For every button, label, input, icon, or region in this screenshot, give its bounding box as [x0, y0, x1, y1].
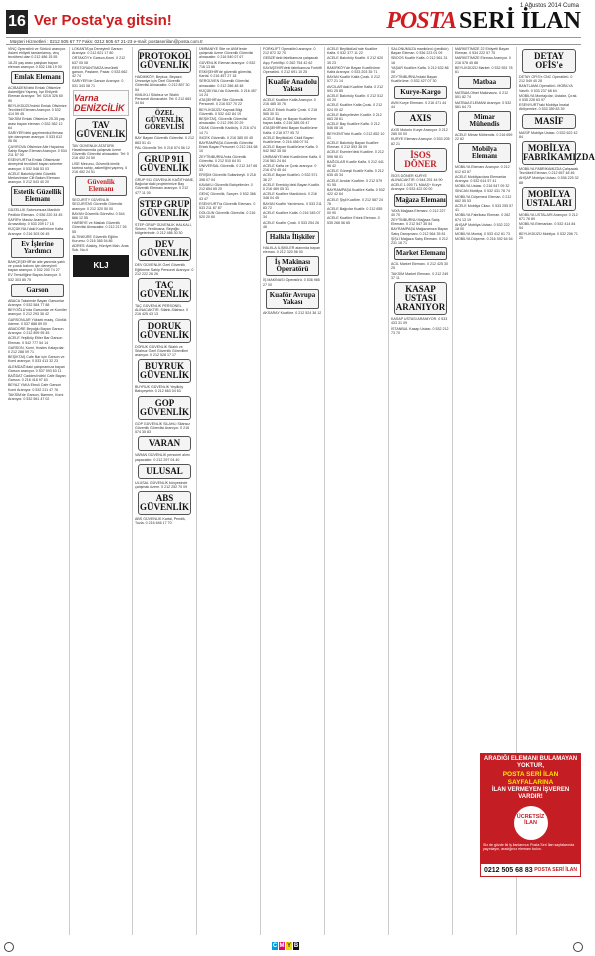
classified-ad: ZEYTİNBURNU'nda Güvenlik Görevlisi. 0 212 510 64 51 — [199, 154, 247, 163]
classified-ad: SAFİR'e Masöz Aranıyor. Arnavutköy. 0 533 209 17 15 — [8, 217, 54, 227]
classified-ad: ACELE Bay Kuaföre Kalfa. 0 212 546 08 16 — [327, 122, 380, 131]
category-masif: MASİF — [522, 114, 576, 129]
classified-ad: ESENYURT'ta Emlak Ofisimizde deneyimli tecrübeli bayan sekreter aranıyor. 0 532 548 53 03 — [8, 158, 63, 171]
ad-group-fabrika — [519, 167, 579, 185]
category-protokol: PROTOKOL GÜVENLİK — [138, 49, 191, 73]
category-matbaa: Matbaa — [458, 76, 511, 89]
contact-bar: Müşteri Hizmetleri : 0212 505 67 77 Faks: 0212 505 67 21-23 e-mail: postaseriilan@posta.com.tr — [6, 37, 581, 45]
cmyk-m: M — [279, 943, 285, 949]
classified-ad: ACELE Bakırköy Kuaför. 0 212 620 35 23 — [327, 56, 384, 65]
promo-line-3: İLAN VERMEYEN İŞVEREN VARDIR! — [491, 787, 570, 800]
classified-ad: GEBZE'deki fabrikamıza çalışacak Aşçı Forkliftçi. 0 262 754 42 62 — [263, 56, 319, 65]
ad-group-col4 — [199, 47, 258, 220]
page-slogan: Ver Posta'ya gitsin! — [34, 12, 172, 29]
category-mimar: Mimar Mühendis — [458, 111, 511, 131]
ad-group-halkla — [263, 246, 322, 254]
column-3 — [133, 47, 197, 935]
classified-ad: MOBİLYA Ustası. 0 216 547 09 32 — [455, 184, 510, 189]
classified-ad: DEV GÜVENLİK Özel Güvenlik Eğitimine Sahip Personel Aranıyor. 0 212 222 26 26 — [135, 263, 194, 276]
category-dev: DEV GÜVENLİK — [138, 237, 191, 261]
classified-ad: MOBİLYA Montaj. 0 533 412 61 73 — [455, 232, 511, 237]
column-1 — [6, 47, 70, 935]
category-guvenlik-elemani: Güvenlik Elemanı — [75, 176, 127, 196]
ad-group-guvenlik — [72, 198, 130, 252]
classified-ad: TAKSİM Emlak Ofisimize 25-35 yaş arası bayan eleman. 0 532 362 12 64 — [8, 117, 65, 130]
registration-mark-right — [573, 942, 583, 952]
classified-ad: TAKSİM Market Elemanı. 0 212 249 37 11 — [391, 271, 449, 280]
category-mobilya: Mobilya Elemanı — [458, 143, 511, 163]
ad-group-market2 — [455, 47, 514, 74]
classified-ad: ACELE Bay ve Bayan Kuaförüme bayan kalfa. 0 216 385 05 47 — [263, 117, 317, 126]
category-mobilya-fabrika: MOBİLYA FABRİKAMIZDA — [522, 141, 576, 165]
classified-ad: KAYAŞEHİR'deki fabrikamıza Forklift Operatörü. 0 212 691 10 25 — [263, 65, 322, 75]
classified-ad: BAYAN Kuaför Yardımcısı. 0 533 211 83 72 — [263, 201, 322, 210]
classified-ad: ERİŞİM Güvenlik Sultanbeyli. 0 216 398 07 04 — [199, 173, 256, 182]
free-ad-badge: ÜCRETSİZ İLAN — [514, 806, 548, 840]
classified-ad: MASİF Mobilya Ustası. 0 532 622 42 84 — [519, 130, 578, 139]
promo-phone-bar — [480, 863, 581, 877]
classified-ad: İŞ MAKİNASI Operatörü. 0 536 985 27 00 — [263, 278, 320, 287]
category-ozel-guvenlik: ÖZEL GÜVENLİK GÖREVLİSİ — [138, 107, 191, 134]
promo-mini-logo: POSTA SERİ İLAN — [534, 867, 577, 873]
ad-group-axis — [391, 128, 450, 146]
classified-ad: ALTINKÜRE Güvenlik Eğitim Kurumu. 0 216 365 54 86 — [72, 234, 118, 244]
classified-ad: BAYRAMPAŞA Güvenlik Görevlisi Erkek Bayan Personel. 0 212 244 68 10 — [199, 141, 258, 154]
classified-ad: BAYAN Kuaför Kalfa Çırak. 0 212 577 21 14 — [327, 75, 380, 84]
classified-ad: ACELE Esenler'deki Kuaföre. 0 212 596 98 01 — [327, 150, 384, 159]
ad-group-tac — [135, 304, 194, 317]
classified-ad: AVM Kurye Elemanı. 0 216 471 44 44 — [391, 100, 447, 109]
ad-group-ozel — [135, 136, 194, 150]
classified-ad: ÇAYIROVA Ofisimize Aile Hayatına Sahip Bayan Eleman Aranıyor. 0 534 211 67 00 — [8, 144, 67, 158]
ad-group-kuafor-avrupa — [263, 311, 322, 315]
cmyk-c: C — [272, 943, 278, 949]
classified-ad: ZEYTİNBURNU'ndaki Bayan Kuaförüme. 0 532 427 07 30 — [391, 75, 438, 84]
classified-ad: KÜÇÜKYALI'da Güvenlik. 0 216 457 14 24 — [199, 88, 257, 98]
category-doruk: DORUK GÜVENLİK — [138, 319, 191, 343]
classified-ad: BAKIRKÖY'de Bayan Kuaförüme Kalfa Aranıyor. 0 533 203 35 71 — [327, 65, 380, 75]
logo-posta: POSTA — [386, 8, 456, 34]
classified-ad: AVCILAR'daki Kuaföre Kalfa. 0 212 591 25 85 — [327, 84, 384, 93]
ad-group-garson — [8, 299, 67, 401]
classified-ad: MARKETİMİZE Eleman Aranıyor. 0 216 578 45 88 — [455, 56, 511, 65]
category-kuafor-avrupa: Kuaför Avrupa Yakası — [266, 289, 319, 309]
classified-ad: ACELE Kuaföre Manikürcü. 0 216 348 04 45 — [263, 192, 317, 201]
ad-group-is-makinasi — [263, 278, 322, 286]
ad-group-buyruk — [135, 385, 194, 393]
classified-ad: ÜNİVERSAL Güvenlik. 0 212 347 66 33 — [199, 164, 258, 173]
classified-ad: ABS GÜVENLİK Kartal, Pendik, Tuzla. 0 216 646 17 70 — [135, 517, 186, 526]
classified-ad: ESKİŞEHİR'de güvenlik görevlisi, Kartal. 0 216 457 27 18 — [199, 70, 253, 79]
classified-ad: MOBİLYA Döşemeci Eleman. 0 212 662 55 53 — [455, 194, 512, 203]
classified-ad: MARKETİMİZE 22 Ehliyetli Bayan Eleman. 0 534 222 57 75 — [455, 47, 510, 56]
classified-ad: ACELE Erkek Kuaför Çırak. 0 216 565 30 31 — [263, 107, 318, 116]
page-number: 16 — [6, 10, 28, 34]
classified-ad: ESENYURT'taki Mobilya İmalat Atölyemize. 0 533 359 83 39 — [519, 103, 569, 112]
ad-group-tav — [72, 144, 130, 174]
classified-ad: ACELE Bayan Kuaförü. 0 532 571 36 27 — [263, 173, 318, 182]
category-is-makinasi: İş Makinası Operatörü — [266, 256, 319, 276]
classified-ad: SİNCAN Mobilya. 0 532 431 78 74 — [455, 189, 510, 194]
classified-ad: ACELE Kuaföre Kalfa Çırak. 0 212 524 00 42 — [327, 103, 383, 112]
ad-group-ev-isleri — [8, 260, 67, 282]
classified-ad: ALEMDAĞ'daki çalışmamıza bayan Garson aranıyor. 0 537 593 63 11 — [8, 364, 65, 373]
promo-notice: Siz de gözde iki iş ilanlarınızı Posta Seri İlan sayfalarında yayınlayın, aradığınız elemanı bulun. — [483, 843, 575, 852]
ad-group-detay — [519, 75, 579, 112]
classified-ad: KÜÇÜKYALI'daki Kuaförüme Kalfa Aranıyor. 0 216 303 06 45 — [8, 227, 64, 236]
classified-ad: KURYE Elemanı Aranıyor. 0 533 205 82 21 — [391, 137, 450, 146]
promo-line-1: ARADIĞI ELEMANI BULAMAYAN YOKTUR, — [483, 756, 578, 769]
classified-ad: STEP GRUP GÜVENLİK HALKALI, Sirkeci, Yenibosna, Beyoğlu bölgelerinde. 0 212 486 30 30 — [135, 222, 192, 236]
category-buyruk: BUYRUK GÜVENLİK — [138, 359, 191, 383]
column-2 — [70, 47, 133, 935]
classified-ad: MOBİLYA Elemanları. 0 532 414 84 54 — [519, 222, 576, 231]
classified-ad: ACELE Kuaföre Kalfa Aranıyor. 0 216 485 30 76 — [263, 98, 316, 107]
cmyk-k: B — [293, 943, 299, 949]
classified-ad: EV Temizliğine Bayan Aranıyor. 0 532 303 85 75 — [8, 273, 61, 282]
category-emlak: Emlak Elemanı — [11, 71, 64, 84]
klj-ad — [73, 255, 129, 277]
classified-ad: ACELE Erenköy'deki Bayan Kuaför. 0 216 469 05 31 — [263, 182, 320, 192]
classified-ad: ACELE Şişli Kuaföre. 0 212 587 24 78 — [327, 197, 383, 206]
category-tav: TAV GÜVENLİK — [75, 118, 127, 142]
posta-seri-ilan-logo — [386, 8, 581, 35]
category-kasap: KASAP USTASI ARANIYOR — [394, 282, 447, 315]
classified-ad: RESTORANTIMIZA tecrübeli garson, Pastane, Pazar. 0 533 662 42 74 — [72, 65, 128, 79]
classified-ad: HADIMKÖY, Beykoz, Beyazıt, Ümraniye için Özel Güvenlik Görevlisi Alınacaktır. 0 212 857 30 54 — [135, 75, 190, 92]
classified-ad: VİNÇ Operatörü ve Sürücü aranıyor. Askeri ehliyeti tamamlamış, vinç tecrübesi olan 0 212 486 15 55 — [8, 47, 66, 60]
classified-ad: YAŞAR Kuaföre Kalfa. 0 212 632 86 06 — [391, 65, 449, 75]
classified-ad: ACELE Kuaföre Erkek Eleman. 0 535 266 56 65 — [327, 216, 380, 225]
classified-ad: HALKLA İLİŞKİLER alanında bayan eleman. 0 212 320 56 00 — [263, 245, 320, 255]
classified-ad: ACELE Mobilyacılara Elemanlar Aranıyor. 0 532 614 57 41 — [455, 174, 507, 184]
promo-line-2: POSTA SERİ İLAN SAYFALARINA — [502, 771, 559, 786]
classified-ad: TAÇ GÜVENLİK PERSONEL ALINACAKTIR. Silahlı-Silahsız. 0 216 425 43 13 — [135, 304, 189, 317]
classified-ad: BEYLİKDÜZÜ Kaynak Bilgi Güvenlik. 0 532 442 84 19 — [199, 107, 243, 116]
ad-group-top — [8, 47, 67, 69]
classified-ad: MOBİLYA Elemanı Aranıyor. 0 212 612 63 87 — [455, 165, 510, 174]
classified-ad: ÜMRANİYE Site ve AVM'lerde çalışmak üzere Güvenlik Görevlisi alınacaktır. 0 216 540 07 67 — [199, 47, 254, 60]
classified-ad: MATBAA Ofset Makinacısı. 0 212 501 82 74 — [455, 91, 509, 100]
classified-ad: MOBİLYA Döşeme. 0 216 392 64 54 — [455, 237, 513, 242]
classified-ad: ABACA Taksimde Bayan Garsonlar Aranıyor. 0 532 584 77 88 — [8, 298, 65, 307]
classified-ad: BEYLİKDÜZÜ'ndeki Emlak Ofisimize Tecrübeli Eleman Aranıyor. 0 532 414 59 45 — [8, 103, 67, 117]
classified-ad: AHŞAP Mobilya Ustası. 0 536 225 32 88 — [519, 176, 579, 185]
logo-seri-ilan: SERİ İLAN — [458, 8, 581, 34]
ad-group-step — [135, 223, 194, 236]
varna-logo-text: Varna DENİZCİLİK — [74, 92, 125, 113]
ad-group-kurye — [391, 101, 450, 109]
ad-group-salon — [391, 47, 450, 84]
category-estetik: Estetik Güzellik Elemanı — [11, 186, 64, 206]
classified-ad: DOLGUN Güvenlik Görevlisi. 0 216 520 20 60 — [199, 211, 256, 220]
category-detay-ofis: DETAY OFİS'e — [522, 49, 576, 73]
classified-ad: BAYAN Güvenlik Görevlisi. 0 544 666 12 55 — [72, 211, 125, 221]
classified-ad: SARIYER'deki gayrimenkul firması için danışman aranıyor. 0 533 612 06 06 — [8, 131, 64, 144]
classified-ad: ÜMRANİYE'deki Kuaförüme Kalfa. 0 216 561 24 84 — [263, 154, 322, 163]
klj-logo-text: KLJ — [93, 261, 109, 271]
classified-ad: BEYAZ YAKA Ebruli Cafe Garson Komi Aranıyor. 0 532 211 47 76 — [8, 383, 62, 392]
classified-ad: KİMLİKLİ Silahsız ve Silahlı Personel Alınacaktır. Tel: 0 212 663 34 64 — [135, 92, 192, 106]
classified-ad: GENÇ Güvenlik, Sarıyer. 0 532 366 43 47 — [199, 192, 256, 201]
column-6 — [325, 47, 389, 935]
ad-group-forklift — [263, 47, 322, 74]
classified-ad: MOBİLYA Fabrikası Eleman. 0 262 674 13 19 — [455, 213, 511, 222]
classified-ad: BAĞDAT Caddesi'ndeki Cafe Bayan Garson. 0 216 418 97 63 — [8, 373, 66, 383]
classified-ad: ACELE Kuaför Çırak. 0 533 254 26 46 — [263, 220, 319, 229]
classified-ad: MOBİLYA FABRİKAMIZDA Çalışacak Tecrübeli Eleman. 0 212 657 48 46 — [519, 167, 579, 176]
ad-group-mobilya — [455, 165, 514, 241]
category-tac: TAÇ GÜVENLİK — [138, 278, 191, 302]
category-grup-911: GRUP 911 GÜVENLİK — [138, 152, 191, 176]
classified-ad: GARSON, Komi, Hostes Kalaycılar. 0 212 288 09 71 — [8, 345, 65, 354]
classified-ad: ACELE Avcılar Kuaföre. 0 212 579 91 55 — [327, 178, 383, 187]
classified-ad: SALONUMUZA manikürcü (pedikür) Bayan Eleman. 0 536 223 01 09 — [391, 47, 449, 56]
category-mobilya-usta: MOBİLYA USTALARI — [522, 187, 576, 211]
classified-ad: ULUSAL GÜVENLİK bünyesinde çalışmak üzere. 0 212 252 70 09 — [135, 480, 188, 489]
category-magaza: Mağaza Elemanı — [394, 194, 447, 207]
classified-ad: SECURİTY GÜVENLİK SECURITAS Güvenlik Görevlisi aranıyor. 0 212 320 50 00 — [72, 198, 123, 211]
classified-ad: ACELE 1.000 TL MAAŞ+ Kurye Aranıyor. 0 533 422 00 00 — [391, 183, 442, 192]
ad-group-col6 — [327, 47, 386, 225]
classified-ad: TAKSİM'de Garson, Barmen, Komi Aranıyor. 0 532 561 47 02 — [8, 392, 64, 401]
ad-group-doruk — [135, 345, 194, 358]
page-header — [6, 10, 581, 36]
classified-ad: GOP GÜVENLİK SİLAHLI Silahsız Güvenlik Görevlisi Aranıyor. 0 216 574 35 83 — [135, 421, 191, 435]
classified-ad: ACELE Beylikdüzü'nde Kuaföre Kalfa. 0 532 377 11 22 — [327, 47, 378, 56]
category-step-grup: STEP GRUP GÜVENLİK — [138, 197, 191, 221]
classified-ad: ZEYTİNBURNU Mağaza Satış Elemanı. 0 212 547 35 54 — [391, 218, 440, 227]
classified-ad: 18-25 yaş arası çalışkan bayan eleman aranıyor. 0 532 156 19 00 — [8, 60, 62, 69]
classified-ad: AKSARAY Kuaföre. 0 212 524 36 12 — [263, 310, 322, 315]
classified-ad: BAYRAMPAŞA Mağazamıza Bayan Satış Danışmanı. 0 212 564 35 81 — [391, 227, 448, 236]
classified-ad: ACIBADEM'deki Emlak Ofisimize Askerliğini Yapmış, İşe Ehliyetli Eleman Aranıyor. Tel: 0216 326 60 90 — [8, 86, 63, 103]
classified-ad: ESENYURT'ta Güvenlik Elemanı. 0 533 211 87 87 — [199, 201, 256, 210]
category-ev-isleri: Ev İşlerine Yardımcı — [11, 238, 64, 258]
category-garson: Garson — [11, 284, 64, 297]
issue-date: 1 Ağustos 2014 Cuma — [519, 3, 579, 9]
ad-group-protokol — [135, 75, 194, 105]
ad-group-varan — [135, 453, 194, 461]
category-isos-doner: İSOS DÖNER — [394, 148, 447, 172]
ad-group-estetik — [8, 208, 67, 235]
classified-ad: ACİL Market Elemanı. 0 212 425 30 25 — [391, 262, 448, 271]
classified-ad: BEYLİKDÜZÜ Market. 0 532 551 78 61 — [455, 65, 513, 75]
ad-group-mimar — [455, 133, 514, 141]
ad-group-isos — [391, 174, 450, 192]
column-7 — [389, 47, 453, 935]
cmyk-y: Y — [286, 943, 291, 949]
ad-group-dev — [135, 263, 194, 276]
ad-group-ulusal — [135, 481, 194, 489]
classified-ad: PAL Güvenlik Tel: 0 216 574 56 12 — [135, 145, 190, 150]
classified-ad: BEYLİKDÜZÜ Mobilya. 0 532 256 71 20 — [519, 231, 578, 240]
classified-ad: LOKANTA'ya Deneyimli Garson Aranıyor. 0 212 621 17 80 — [72, 47, 123, 56]
classified-ad: ACELE Mimar Mühendis. 0 216 659 22 62 — [455, 133, 513, 142]
ad-group-usta — [519, 213, 579, 240]
column-4 — [197, 47, 261, 935]
varna-denizcilik-ad — [73, 90, 129, 116]
classified-ad: SERGÜVEN Güvenlik Görevlisi alınacaktır. 0 212 286 48 48 — [199, 79, 250, 88]
classified-ad: ATAŞEHİR'deki Bayan Kuaförüme Kalfa. 0 216 577 95 72 — [263, 126, 318, 135]
classified-ad: MATBAA ELEMANI Aranıyor. 0 532 561 64 73 — [455, 100, 512, 109]
classified-ad: BUYRUK GÜVENLİK Yeşilköy Bahçeşehir. 0 212 663 04 63 — [135, 385, 184, 394]
classified-ad: ŞİŞLİ Mağaza Satış Elemanı. 0 212 231 18 71 — [391, 236, 448, 246]
classified-ad: LİSE Mezunu, Güvenlik kimlik kartına sahip, askerliğini yapmış. 0 216 452 24 51 — [72, 161, 128, 175]
ad-group-garson-2 — [72, 47, 130, 88]
classified-ad: HARBİYE ve Maslak Güvenlik Görevlisi Alınacaktır. 0 212 217 26 55 — [72, 221, 127, 234]
classified-ad: ORTAKÖY'e Garson-Komi. 0 212 637 05 08 — [72, 56, 126, 65]
classified-ad: DETAY OFİS'e CNC Operatörü. 0 212 549 40 28 — [519, 75, 573, 84]
category-axis: AXIS — [394, 111, 447, 126]
classified-ad: ACELE Bayan Kuaförüme Kalfa. 0 542 562 35 06 — [263, 145, 318, 154]
ad-group-magaza — [391, 209, 450, 246]
category-varan: VARAN — [138, 436, 191, 451]
ad-group-masif — [519, 131, 579, 139]
classified-ad: ABADORE Beyoğlu Bayan Garson Aranıyor. 0 212 899 95 45 — [8, 326, 64, 336]
classified-ad: GÜZELLİK Salonumuza Manikür Pedikür Elemanı. 0 536 220 34 45 — [8, 208, 63, 217]
classified-ad: İSTANBUL Kasap Ustası. 0 532 212 73 70 — [391, 326, 449, 335]
classified-ad: BAYRAMPAŞA Kuaföre Kalfa. 0 532 422 42 64 — [327, 188, 385, 197]
ad-group-market — [391, 262, 450, 280]
promo-box — [480, 753, 581, 877]
classified-ad: ACELE Güneşli Kuaför Kalfa. 0 212 635 45 34 — [327, 169, 384, 178]
classified-ad: ACELE Bahçelievler Kuaför. 0 212 663 28 61 — [327, 112, 382, 122]
classified-ad: SARIYER'de Garson Aranıyor. 0 531 343 08 71 — [72, 79, 124, 88]
classified-ad: GARSONLAR Yüksek maaş, Günlük ödeme. 0 537 888 89 00 — [8, 317, 67, 326]
classified-ad: ACELE Bakırköy Kuaför. 0 212 512 00 20 — [327, 94, 384, 103]
column-5 — [261, 47, 325, 935]
ad-group-kasap — [391, 317, 450, 335]
classified-ad: VARAN GÜVENLİK personel alımı yapacaktır. 0 212 297 04 40 — [135, 453, 190, 462]
classified-ad: ODAK Güvenlik Kadıköy. 0 216 474 14 71 — [199, 126, 256, 135]
classified-ad: BEYOĞLU'nda Garsonlar ve Komiler aranıyor. 0 212 293 36 42 — [8, 308, 67, 317]
ad-group-grup — [135, 178, 194, 195]
category-kuafor-anadolu: Kuaför Anadolu Yakası — [266, 76, 319, 96]
classified-ad: ADRES: Ataköy, Hürriyet Mah. Aras Sok. No:4 — [72, 244, 129, 253]
classified-ad: YAYA Mağaza Elemanı. 0 212 227 40 70 — [391, 208, 446, 217]
category-abs: ABS GÜVENLİK — [138, 491, 191, 515]
classified-ad: ACELE Bağcılar Kuaför. 0 212 655 00 90 — [327, 206, 383, 216]
classified-ad: BEYKENT'teki Kuaför. 0 212 852 10 01 — [327, 131, 385, 140]
classified-ad: GÜVENLİK Eleman aranıyor. 0 532 716 13 86 — [199, 60, 256, 69]
ad-group-gop — [135, 422, 194, 435]
classified-ad: TAV GÜVENLİK ATATÜRK Havalimanında çalışmak üzere Güvenlik Görevlisi alınacaktır. Tel: 0 216 452 24 50 — [72, 143, 129, 161]
classified-ad: BANTLAMA Operatörü. MOBİLYA Vasıflı. 0 533 237 68 64 — [519, 84, 573, 93]
category-ulusal: ULUSAL — [138, 464, 191, 479]
ad-group-kuafor — [263, 98, 322, 229]
classified-ad: BAY Bayan Güvenlik Görevlisi. 0 212 863 51 41 — [135, 136, 194, 145]
classified-ad: MOBİLYA Montajcılar, Ustalar, Çırak. 0 535 226 63 97 — [519, 93, 578, 103]
classified-ad: BEŞİKTAŞ, Güvenlik Görevlisi alınacaktır. 0 212 296 20 29 — [199, 117, 248, 126]
classified-ad: MOBİLYA USTALARI Aranıyor. 0 212 671 76 89 — [519, 212, 578, 222]
classified-ad: ATAŞEHİR'de Site Güvenlik Personeli. 0 216 537 70 22 — [199, 98, 244, 107]
ad-group-abs — [135, 517, 194, 525]
classified-ad: AXIS Motorlu Kurye Aranıyor. 0 212 285 00 00 — [391, 128, 448, 137]
classified-ad: GRUP 911 GÜVENLİK KAĞITHANE, Bağcılar'daki projelerimize Bay Güvenlik Elemanı aranıyor. 0 212 477 11 00 — [135, 178, 194, 195]
classified-ad: SBOOS Kuaför Kalfa. 0 212 561 31 16 — [391, 56, 448, 65]
promo-phone[interactable]: 0212 505 68 83 — [484, 866, 533, 874]
category-gop: GOP GÜVENLİK — [138, 396, 191, 420]
ad-group-matbaa — [455, 91, 514, 109]
classified-ad: ACELE Mobilya Cilacı. 0 533 255 57 41 — [455, 204, 514, 213]
category-market: Market Elemanı — [394, 247, 447, 260]
classified-ad: DORUK GÜVENLİK Silahlı ve Silahsız Özel Güvenlik Görevlileri aranıyor. 0 212 528 17 17 — [135, 344, 189, 358]
classified-ad: KASAP USTASI ARANIYOR. 0 533 433 31 09 — [391, 317, 448, 326]
classified-ad: ACELE Beylikdüzü Ciddi Bayan Kuaförüme. 0 216 456 07 51 — [263, 135, 314, 145]
category-kurye: Kurye-Kargo — [394, 86, 447, 99]
classified-ad: BEŞİKTAŞ Cafe Bar için Garson ve Komi aranıyor. 0 533 413 32 23 — [8, 355, 65, 364]
category-halkla-iliskiler: Halkla İlişkiler — [266, 231, 319, 244]
classified-ad: İNCEK Güvenlik. 0 216 385 00 45 — [199, 135, 253, 140]
classified-ad: AHŞAP Mobilya Ustası. 0 532 222 18 00 — [455, 222, 510, 232]
classified-ad: ACELE Yeşilköy Etiler Bar Garson Eleman. 0 542 777 54 14 — [8, 336, 63, 345]
classified-ad: ACELE Bakırköy Bayan Kuaföre Eleman. 0 212 593 38 09 — [327, 141, 379, 150]
classified-ad: BAHÇEŞEHİR'de aile yanında yatılı ve çocuk bakımı için deneyimli bayan aranıyor. 0 532 200 74 27 — [8, 259, 66, 273]
classified-ad: İSOS DÖNER KURYE ALINACAKTIR. 0 544 251 44 90 — [391, 173, 443, 183]
registration-mark-left — [4, 942, 14, 952]
classified-ad: BAĞCILAR Kuaför Kalfa. 0 212 441 96 42 — [327, 159, 384, 169]
ad-group-emlak — [8, 86, 67, 184]
classified-ad: ACELE Kuaföre Kalfa. 0 216 345 07 34 — [263, 211, 321, 220]
classified-ad: ACELE Kalfa ve Çırak aranıyor. 0 216 474 45 44 — [263, 164, 317, 173]
classified-ad: FORKLİFT Operatörü aranıyor. 0 212 872 32 70 — [263, 47, 316, 56]
classified-ad: ACELE Bakırköy'deki Güzellik Merkezimize Cilt Bakım Elemanı aranıyor. 0 212 543 40 20 — [8, 171, 60, 185]
cmyk-marks — [272, 942, 299, 950]
classified-ad: KAVAKLI Güvenlik Bahçelievler. 0 212 654 65 20 — [199, 182, 253, 192]
